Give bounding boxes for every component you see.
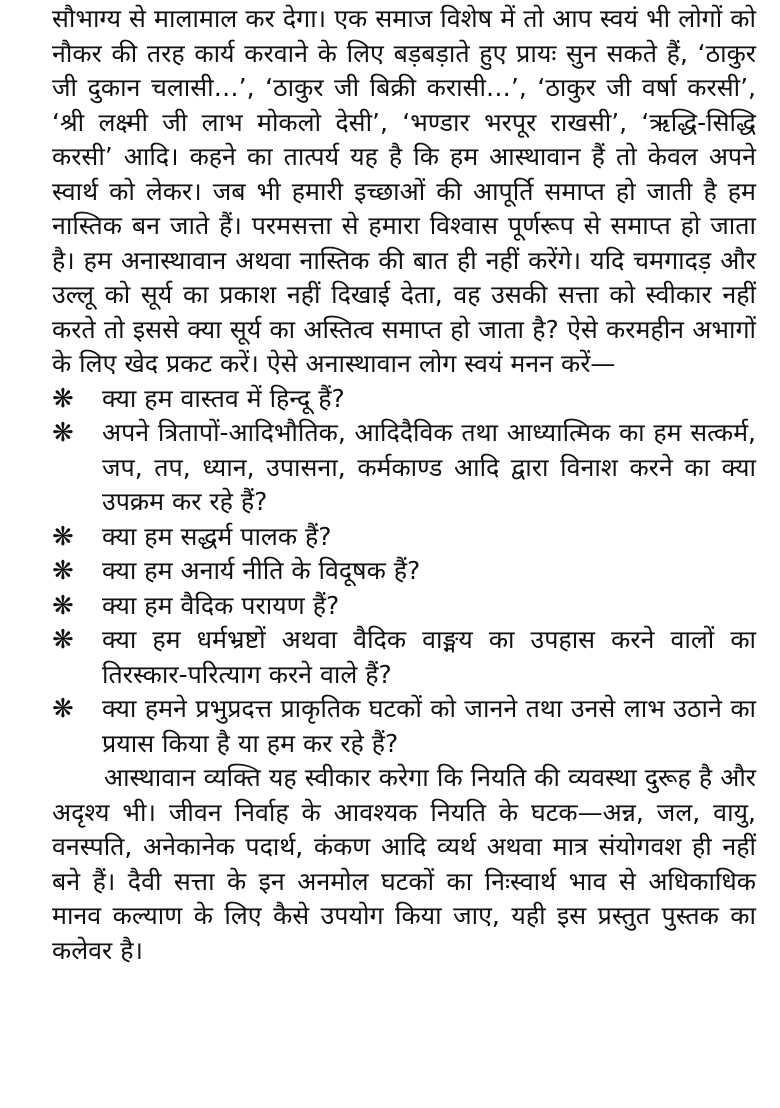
- list-item-text: क्या हमने प्रभुप्रदत्त प्राकृतिक घटकों को जानने तथा उनसे लाभ उठाने का प्रयास किया है या हम कर रहे हैं?: [102, 694, 756, 758]
- list-item-text: क्या हम वैदिक परायण हैं?: [102, 590, 340, 620]
- list-item: [52, 416, 756, 520]
- list-item-text: क्या हम धर्मभ्रष्टों अथवा वैदिक वाङ्मय का उपहास करने वालों का तिरस्कार-परित्याग करने वाले हैं?: [102, 625, 756, 689]
- list-item: [52, 623, 756, 692]
- question-list: [52, 382, 756, 762]
- asterisk-bullet-icon: ❋: [52, 556, 74, 586]
- list-item-text: अपने त्रितापों-आदिभौतिक, आदिदैविक तथा आध्यात्मिक का हम सत्कर्म, जप, तप, ध्यान, उपासना, कर्मकाण्ड आदि द्वारा विनाश करने का क्या उपक्रम कर रहे हैं?: [102, 418, 756, 516]
- list-item: [52, 589, 756, 624]
- paragraph-conclusion: आस्थावान व्यक्ति यह स्वीकार करेगा कि नियति की व्यवस्था दुरूह है और अदृश्य भी। जीवन निर्वाह के आवश्यक नियति के घटक—अन्न, जल, वायु, वनस्पति, अनेकानेक पदार्थ, कंकण आदि व्यर्थ अथवा मात्र संयोगवश ही नहीं बने हैं। दैवी सत्ता के इन अनमोल घटकों का निःस्वार्थ भाव से अधिकाधिक मानव कल्याण के लिए कैसे उपयोग किया जाए, यही इस प्रस्तुत पुस्तक का कलेवर है।: [52, 763, 756, 965]
- list-item-text: क्या हम सद्धर्म पालक हैं?: [102, 521, 332, 551]
- list-item-text: क्या हम अनार्य नीति के विदूषक हैं?: [102, 556, 421, 585]
- asterisk-bullet-icon: ❋: [52, 521, 74, 552]
- asterisk-bullet-icon: ❋: [52, 590, 74, 621]
- asterisk-bullet-icon: ❋: [52, 418, 74, 448]
- list-item: [52, 520, 756, 555]
- list-item: [52, 692, 756, 761]
- asterisk-bullet-icon: ❋: [52, 694, 74, 724]
- list-item: [52, 382, 756, 417]
- document-page: [52, 2, 756, 968]
- list-item: [52, 554, 756, 589]
- list-item-text: क्या हम वास्तव में हिन्दू हैं?: [102, 383, 345, 413]
- asterisk-bullet-icon: ❋: [52, 383, 74, 414]
- asterisk-bullet-icon: ❋: [52, 625, 74, 655]
- paragraph-intro: सौभाग्य से मालामाल कर देगा। एक समाज विशेष में तो आप स्वयं भी लोगों को नौकर की तरह कार्य करवाने के लिए बड़बड़ाते हुए प्रायः सुन सकते हैं, ‘ठाकुर जी दुकान चलासी…’, ‘ठाकुर जी बिक्री करासी…’, ‘ठाकुर जी वर्षा करसी’, ‘श्री लक्ष्मी जी लाभ मोकलो देसी’, ‘भण्डार भरपूर राखसी’, ‘ऋद्धि-सिद्धि करसी’ आदि। कहने का तात्पर्य यह है कि हम आस्थावान हैं तो केवल अपने स्वार्थ को लेकर। जब भी हमारी इच्छाओं की आपूर्ति समाप्त हो जाती है हम नास्तिक बन जाते हैं। परमसत्ता से हमारा विश्वास पूर्णरूप से समाप्त हो जाता है। हम अनास्थावान अथवा नास्तिक की बात ही नहीं करेंगे। यदि चमगादड़ और उल्लू को सूर्य का प्रकाश नहीं दिखाई देता, वह उसकी सत्ता को स्वीकार नहीं करते तो इससे क्या सूर्य का अस्तित्व समाप्त हो जाता है? ऐसे करमहीन अभागों के लिए खेद प्रकट करें। ऐसे अनास्थावान लोग स्वयं मनन करें—: [52, 4, 756, 378]
